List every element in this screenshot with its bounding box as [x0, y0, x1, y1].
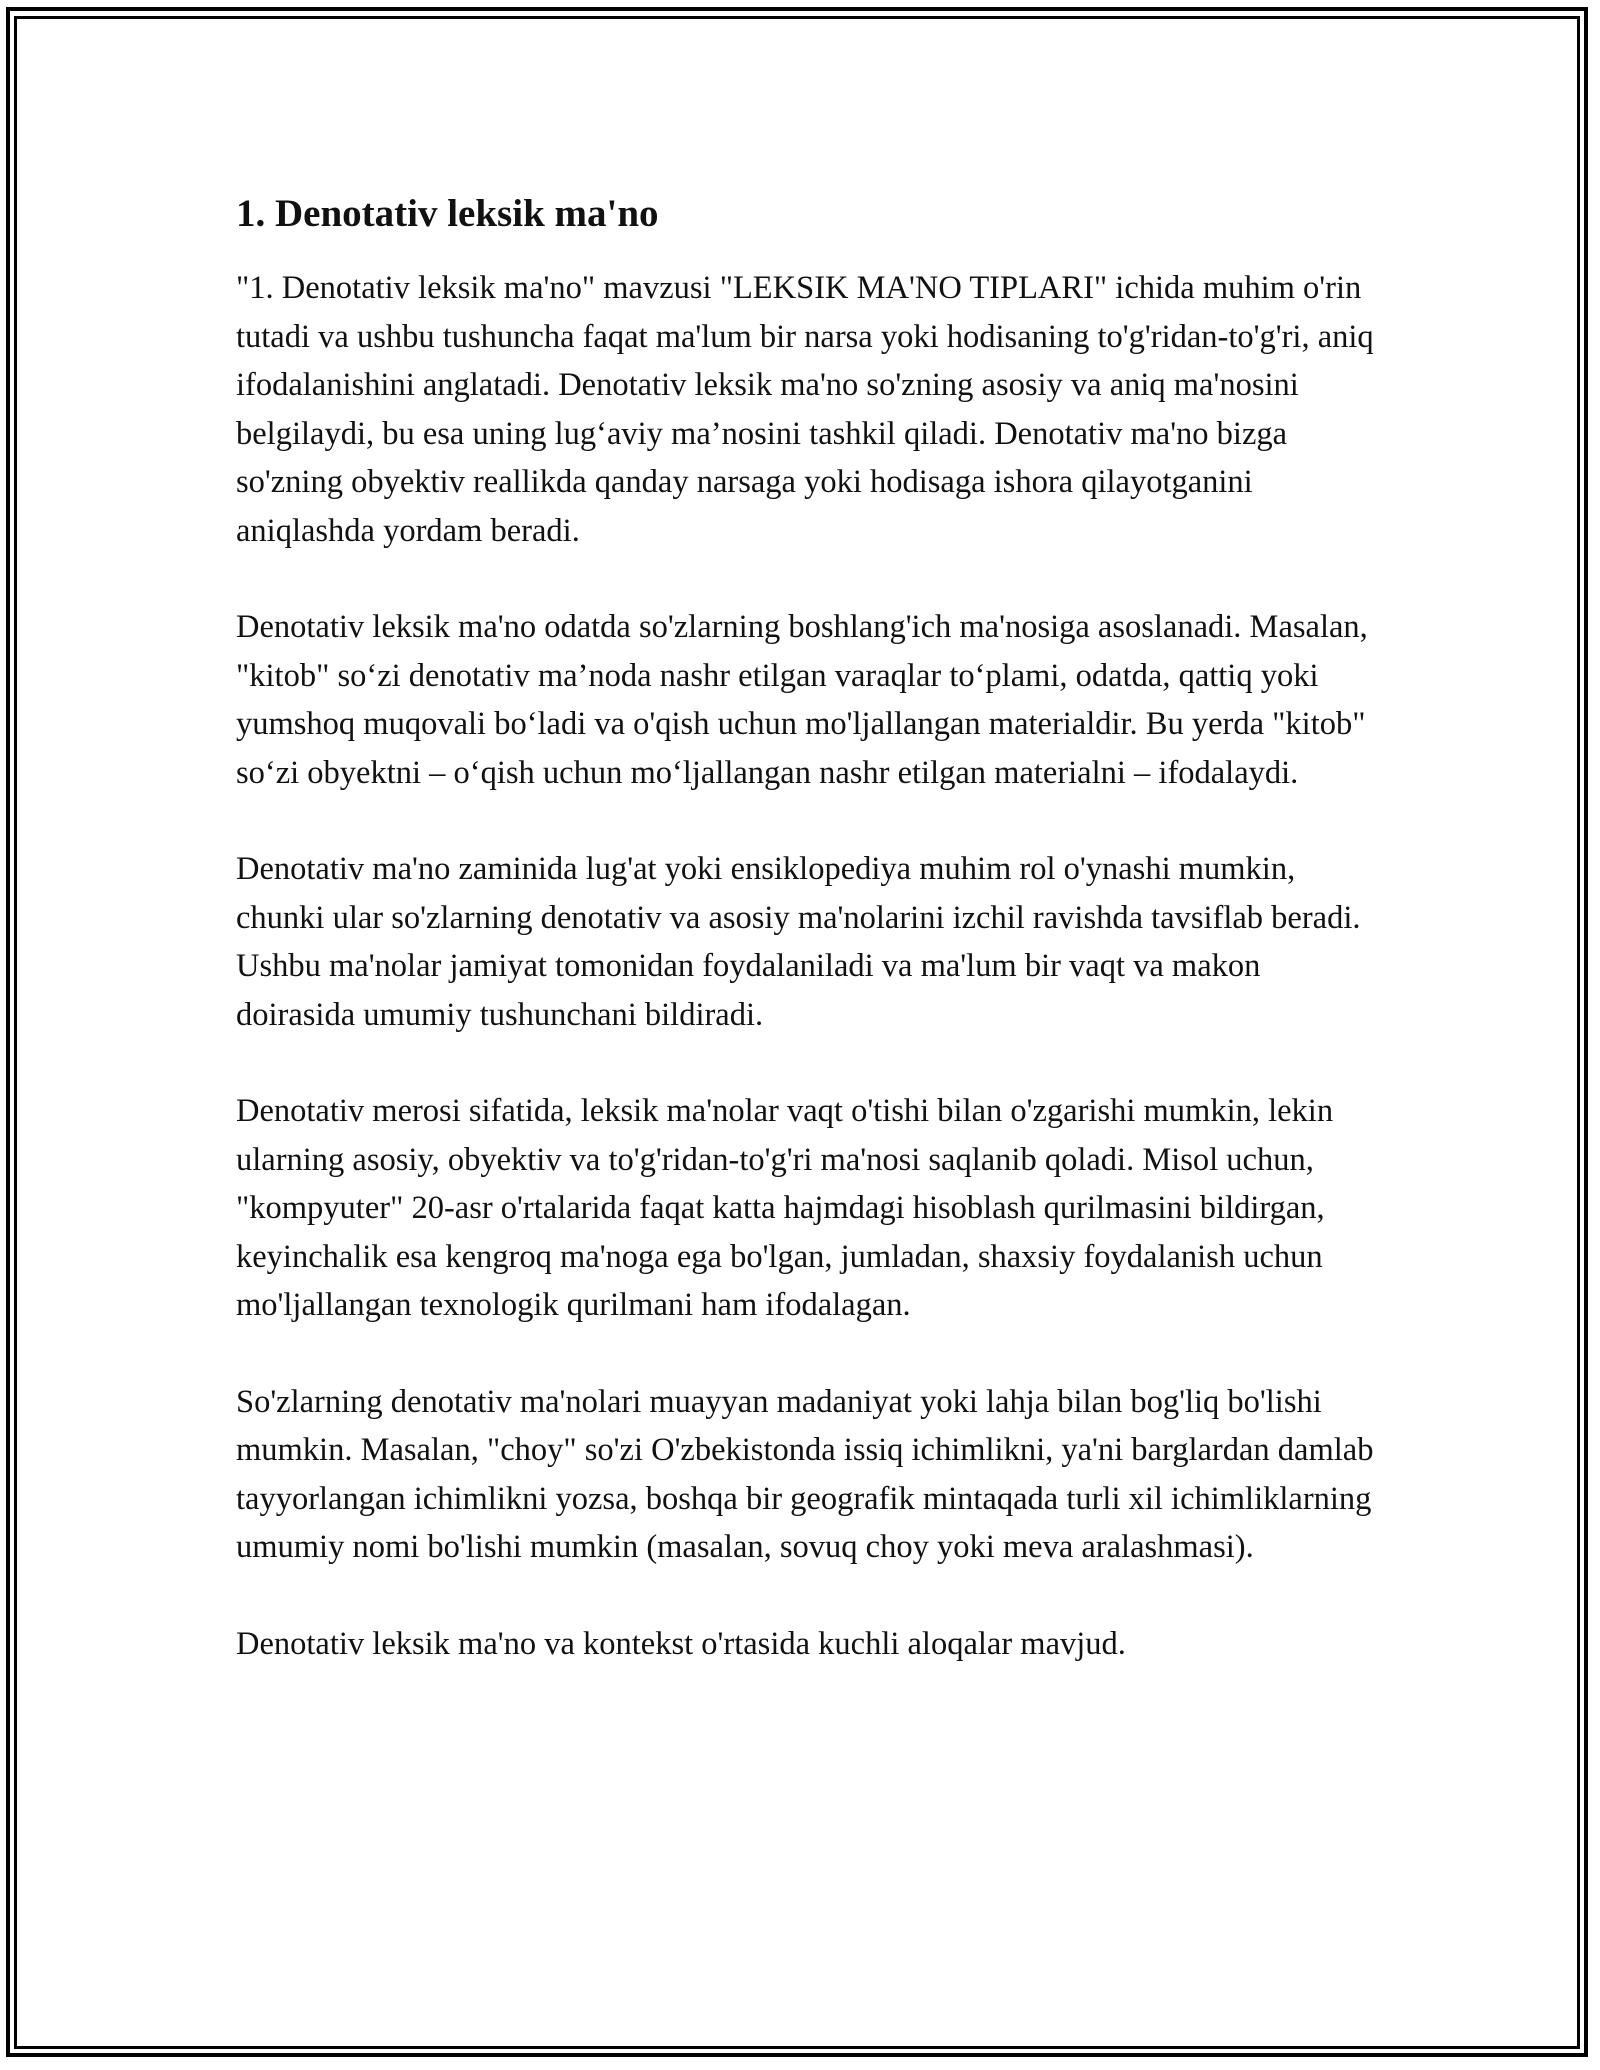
paragraph-2: Denotativ leksik ma'no odatda so'zlarning boshlang'ich ma'nosiga asoslanadi. Masalan, "kitob" so‘zi denotativ ma’noda nashr etilgan varaqlar to‘plami, odatda, qattiq yoki yumshoq muqovali bo‘ladi va o'qish uchun mo'ljallangan materialdir. Bu yerda "kitob" so‘zi obyektni – o‘qish uchun mo‘ljallangan nashr etilgan materialni – ifodalaydi. — [236, 609, 1368, 791]
paragraph-1: "1. Denotativ leksik ma'no" mavzusi "LEKSIK MA'NO TIPLARI" ichida muhim o'rin tutadi va ushbu tushuncha faqat ma'lum bir narsa yoki hodisaning to'g'ridan-to'g'ri, aniq ifodalanishini anglatadi. Denotativ leksik ma'no so'zning asosiy va aniq ma'nosini belgilaydi, bu esa uning lug‘aviy ma’nosini tashkil qiladi. Denotativ ma'no bizga so'zning obyektiv reallikda qanday narsaga yoki hodisaga ishora qilayotganini aniqlashda yordam beradi. — [236, 270, 1374, 549]
document-body — [236, 186, 1376, 1716]
paragraph-5: So'zlarning denotativ ma'nolari muayyan madaniyat yoki lahja bilan bog'liq bo'lishi mumkin. Masalan, "choy" so'zi O'zbekistonda issiq ichimlikni, ya'ni barglardan damlab tayyorlangan ichimlikni yozsa, boshqa bir geografik mintaqada turli xil ichimliklarning umumiy nomi bo'lishi mumkin (masalan, sovuq choy yoki meva aralashmasi). — [236, 1383, 1374, 1565]
paragraph-3: Denotativ ma'no zaminida lug'at yoki ensiklopediya muhim rol o'ynashi mumkin, chunki ular so'zlarning denotativ va asosiy ma'nolarini izchil ravishda tavsiflab beradi. Ushbu ma'nolar jamiyat tomonidan foydalaniladi va ma'lum bir vaqt va makon doirasida umumiy tushunchani bildiradi. — [236, 851, 1361, 1033]
paragraph-6: Denotativ leksik ma'no va kontekst o'rtasida kuchli aloqalar mavjud. — [236, 1625, 1126, 1662]
paragraph-4: Denotativ merosi sifatida, leksik ma'nolar vaqt o'tishi bilan o'zgarishi mumkin, lekin ularning asosiy, obyektiv va to'g'ridan-to'g'ri ma'nosi saqlanib qoladi. Misol uchun, "kompyuter" 20-asr o'rtalarida faqat katta hajmdagi hisoblash qurilmasini bildirgan, keyinchalik esa kengroq ma'noga ega bo'lgan, jumladan, shaxsiy foydalanish uchun mo'ljallangan texnologik qurilmani ham ifodalagan. — [236, 1093, 1334, 1323]
section-heading: 1. Denotativ leksik ma'no — [236, 192, 659, 235]
